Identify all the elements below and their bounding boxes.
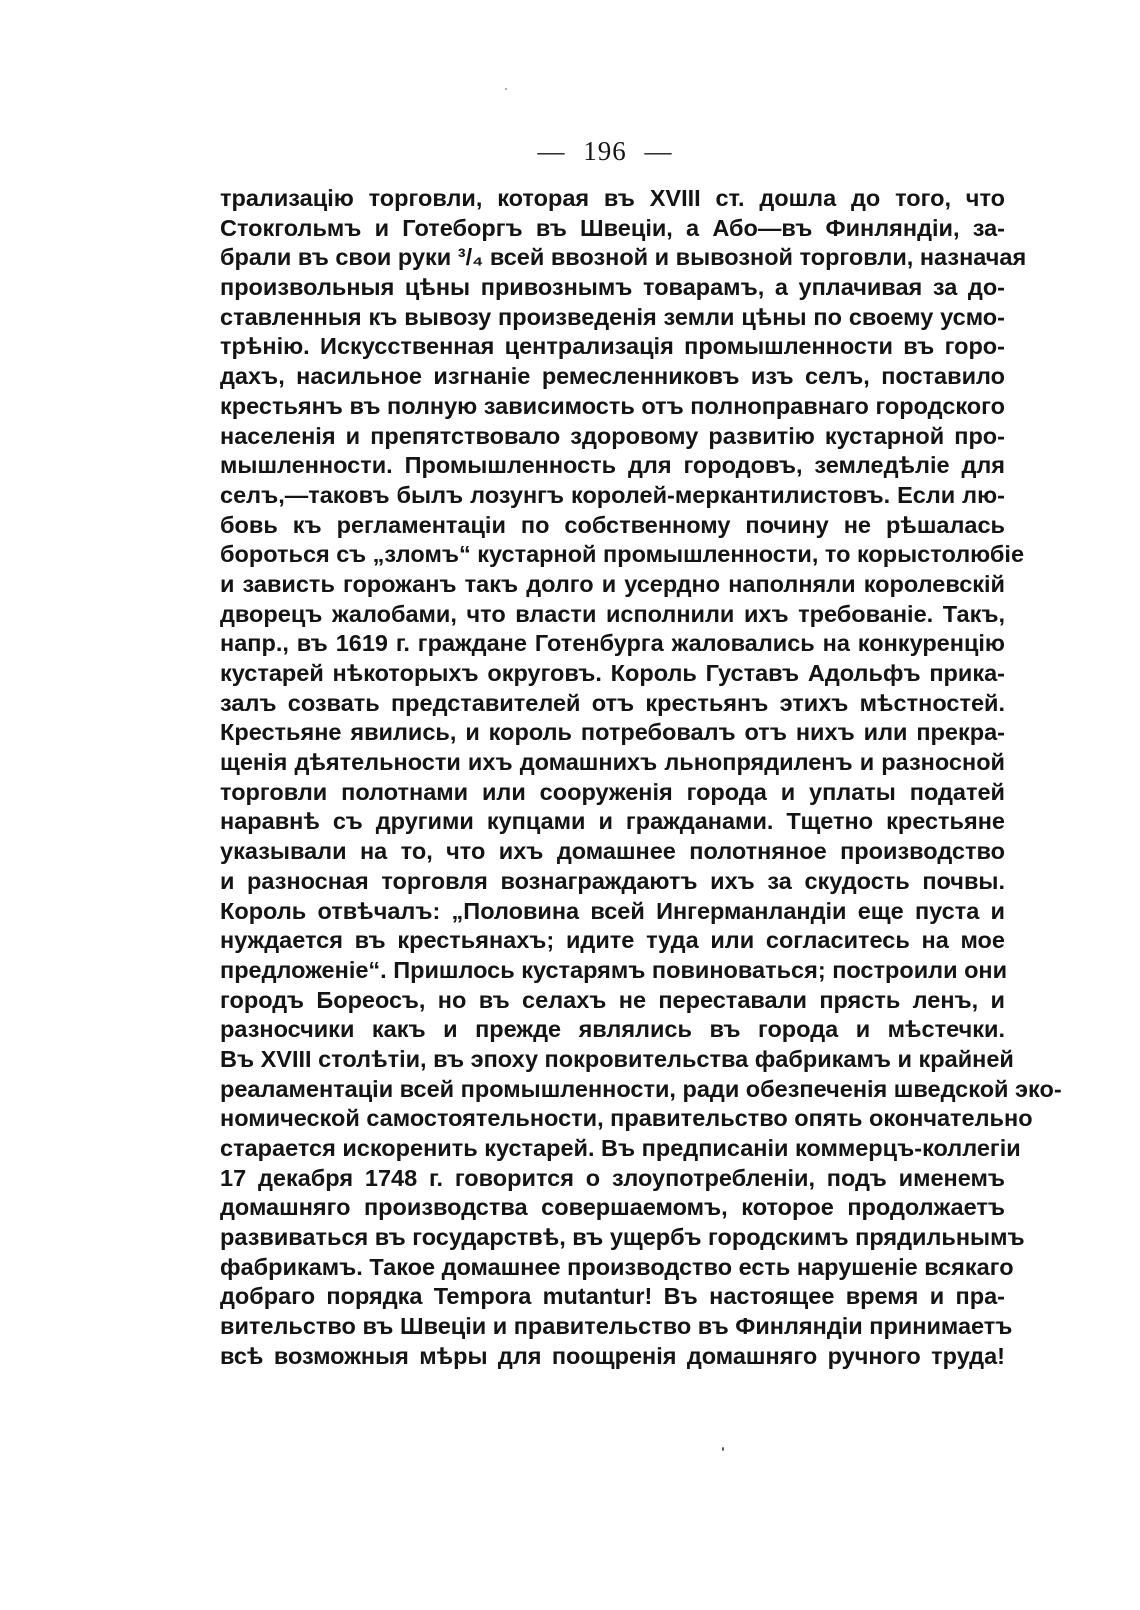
text-line: напр., въ 1619 г. граждане Готенбурга жаловались на конкуренцію xyxy=(220,630,1005,657)
text-line: дворецъ жалобами, что власти исполнили ихъ требованіе. Такъ, xyxy=(220,600,1005,627)
text-line: добраго порядка Tempora mutantur! Въ настоящее время и пра- xyxy=(220,1283,1005,1310)
text-line: щенія дѣятельности ихъ домашнихъ льнопрядиленъ и разносной xyxy=(220,749,1005,776)
text-line: залъ созвать представителей отъ крестьянъ этихъ мѣстностей. xyxy=(220,689,1005,716)
text-line: селъ,—таковъ былъ лозунгъ королей-меркантилистовъ. Если лю- xyxy=(220,481,1005,508)
text-line: брали въ свои руки ³/₄ всей ввозной и вывозной торговли, назначая xyxy=(220,244,1027,271)
text-line: произвольныя цѣны привознымъ товарамъ, а уплачивая за до- xyxy=(220,274,1005,301)
text-line: предложеніе“. Пришлось кустарямъ повиноваться; построили они xyxy=(220,956,1008,983)
text-line: крестьянъ въ полную зависимость отъ полноправнаго городского xyxy=(220,392,1005,419)
body-text xyxy=(220,184,1062,1372)
scan-speck xyxy=(722,1447,724,1451)
scan-speck xyxy=(505,88,507,90)
text-line: Стокгольмъ и Готеборгъ въ Швеціи, а Або—въ Финляндіи, за- xyxy=(220,214,1005,241)
text-line: указывали на то, что ихъ домашнее полотняное производство xyxy=(220,838,1005,865)
text-line: Въ XVIII столѣтіи, въ эпоху покровительства фабрикамъ и крайней xyxy=(220,1045,1014,1072)
text-line: развиваться въ государствѣ, въ ущербъ городскимъ прядильнымъ xyxy=(220,1224,1025,1251)
text-line: бороться съ „зломъ“ кустарной промышленности, то корыстолюбіе xyxy=(220,541,1025,568)
text-line: нуждается въ крестьянахъ; идите туда или согласитесь на мое xyxy=(220,927,1005,954)
text-line: старается искоренить кустарей. Въ предписаніи коммерцъ-коллегіи xyxy=(220,1135,1021,1161)
page-number: 196 xyxy=(583,136,627,166)
page-number-header xyxy=(0,136,1140,167)
text-line: вительство въ Швеціи и правительство въ Финляндіи принимаетъ xyxy=(220,1313,1013,1340)
text-line: населенія и препятствовало здоровому развитію кустарной про- xyxy=(220,422,1005,449)
text-line: наравнѣ съ другими купцами и гражданами. Тщетно крестьяне xyxy=(220,808,1005,835)
text-line: разносчики какъ и прежде являлись въ города и мѣстечки. xyxy=(220,1016,1005,1043)
text-line: трѣнію. Искусственная централизація промышленности въ горо- xyxy=(220,333,1005,360)
text-line: и разносная торговля вознаграждаютъ ихъ за скудость почвы. xyxy=(220,867,1005,894)
text-line: бовь къ регламентаціи по собственному почину не рѣшалась xyxy=(220,511,1005,538)
text-line: Крестьяне явились, и король потребовалъ отъ нихъ или прекра- xyxy=(220,719,1005,746)
page-number-dash-right: — xyxy=(644,136,673,166)
text-line: трализацію торговли, которая въ XVIII ст. дошла до того, что xyxy=(220,185,1005,211)
text-line: номической самостоятельности, правительство опять окончательно xyxy=(220,1105,1033,1132)
text-line: ставленныя къ вывозу произведенія земли цѣны по своему усмо- xyxy=(220,303,1005,330)
text-line: кустарей нѣкоторыхъ округовъ. Король Густавъ Адольфъ прика- xyxy=(220,660,1005,686)
text-line: дахъ, насильное изгнаніе ремесленниковъ изъ селъ, поставило xyxy=(220,363,1005,390)
text-line: городъ Бореосъ, но въ селахъ не переставали прясть ленъ, и xyxy=(220,986,1005,1013)
text-line: фабрикамъ. Такое домашнее производство есть нарушеніе всякаго xyxy=(220,1253,1014,1280)
text-line: Король отвѣчалъ: „Половина всей Ингерманландіи еще пуста и xyxy=(220,897,1005,924)
text-line: всѣ возможныя мѣры для поощренія домашняго ручного труда! xyxy=(220,1342,1005,1369)
text-line: мышленности. Промышленность для городовъ, земледѣліе для xyxy=(220,452,1005,479)
text-line: реаламентаціи всей промышленности, ради обезпеченія шведской эко- xyxy=(220,1075,1062,1102)
page-number-dash-left: — xyxy=(537,136,566,166)
text-line: и зависть горожанъ такъ долго и усердно наполняли королевскій xyxy=(220,570,1005,597)
text-line: 17 декабря 1748 г. говорится о злоупотребленіи, подъ именемъ xyxy=(220,1164,1005,1191)
text-line: домашняго производства совершаемомъ, которое продолжаетъ xyxy=(220,1194,1005,1221)
text-line: торговли полотнами или сооруженія города и уплаты податей xyxy=(220,778,1005,805)
